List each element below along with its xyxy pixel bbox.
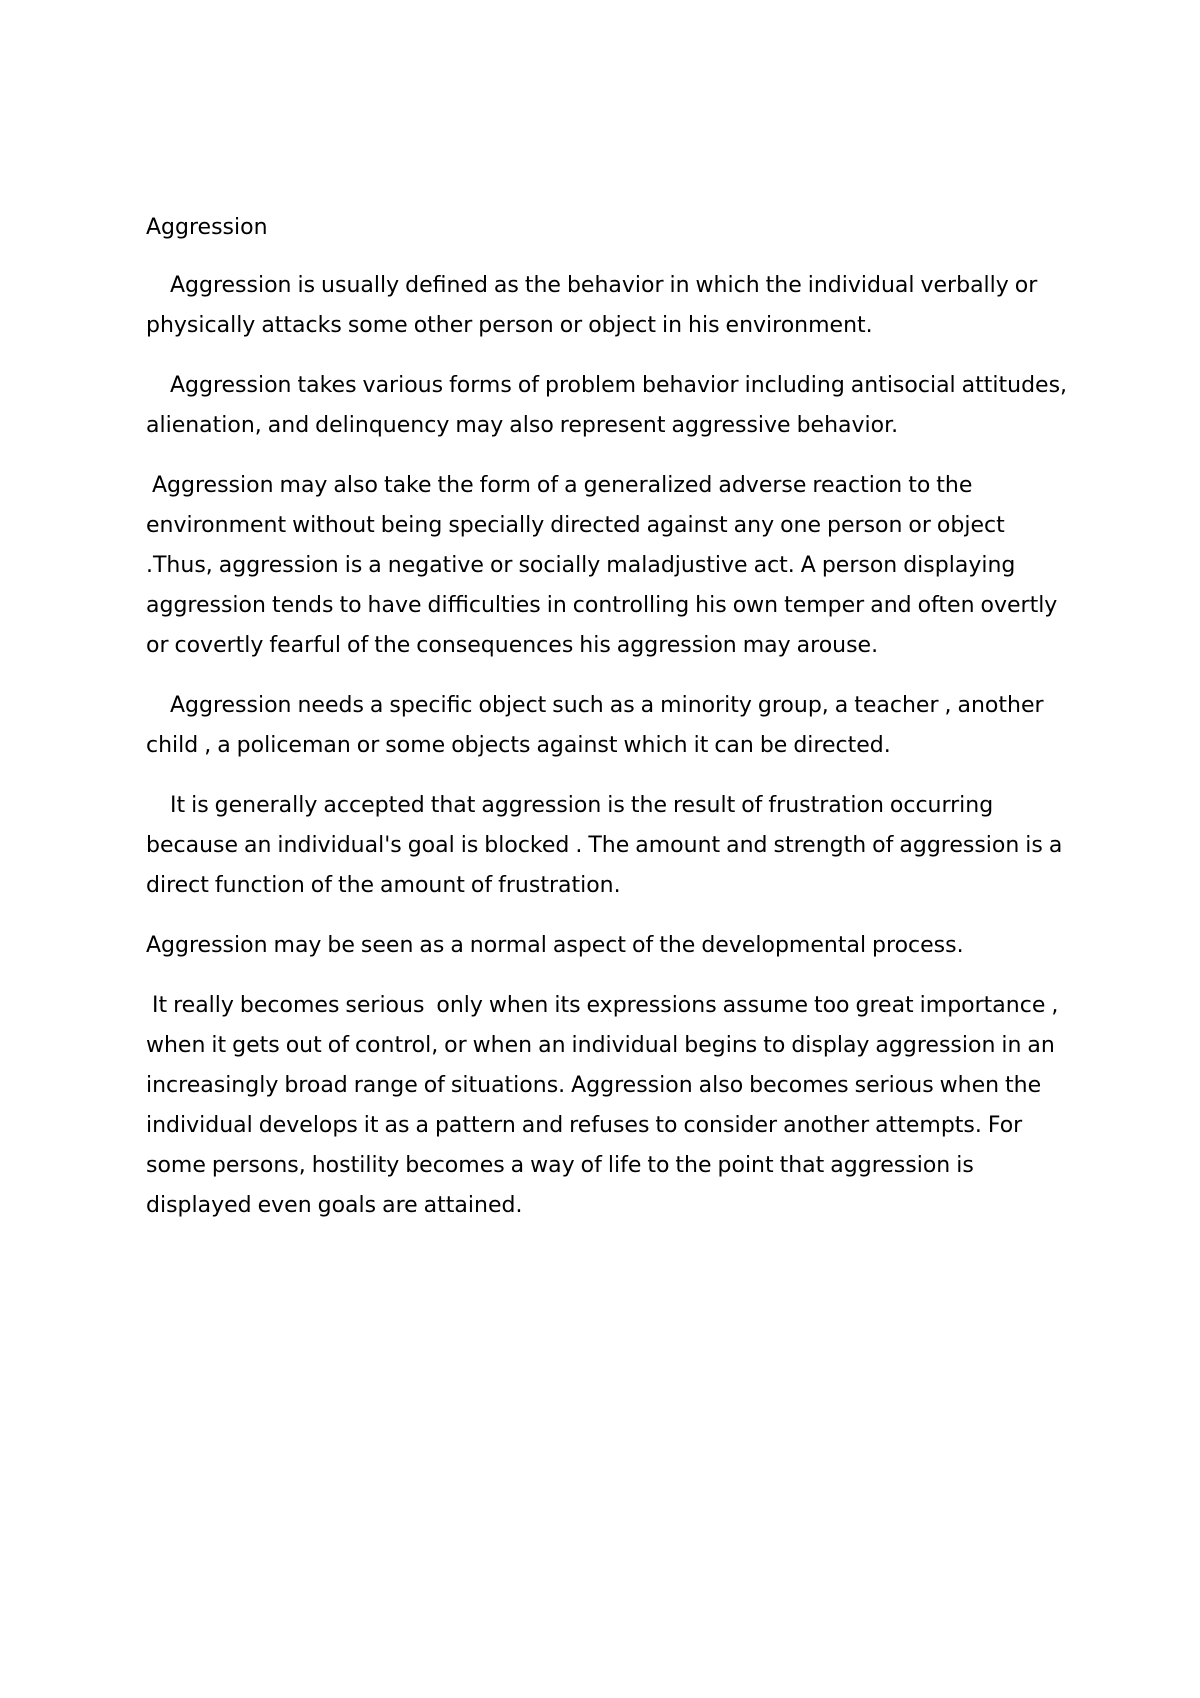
document-title: Aggression bbox=[146, 215, 268, 240]
paragraph-specific-object: Aggression needs a specific object such as a minority group, a teacher , another child , a policeman or some objects against which it can be directed. bbox=[146, 693, 1050, 758]
paragraph-generalized-reaction: Aggression may also take the form of a generalized adverse reaction to the environment without being specially directed against any one person or object .Thus, aggression is a negative or socially maladjustive act. A person displaying aggression tends to have difficulties in controlling his own temper and often overtly or covertly fearful of the consequences his aggression may arouse. bbox=[146, 473, 1064, 658]
paragraph-forms: Aggression takes various forms of problem behavior including antisocial attitudes, alienation, and delinquency may also represent aggressive behavior. bbox=[146, 373, 1074, 438]
paragraph-serious: It really becomes serious only when its expressions assume too great importance , when it gets out of control, or when an individual begins to display aggression in an increasingly broad range of situations. Aggression also becomes serious when the individual develops it as a pattern and refuses to consider another attempts. For some persons, hostility becomes a way of life to the point that aggression is displayed even goals are attained. bbox=[146, 993, 1065, 1218]
paragraph-definition: Aggression is usually defined as the behavior in which the individual verbally or physically attacks some other person or object in his environment. bbox=[146, 273, 1044, 338]
paragraph-normal-aspect: Aggression may be seen as a normal aspect of the developmental process. bbox=[146, 933, 964, 958]
paragraph-frustration: It is generally accepted that aggression is the result of frustration occurring because an individual's goal is blocked . The amount and strength of aggression is a direct function of the amount of frustration. bbox=[146, 793, 1069, 898]
document-body bbox=[146, 208, 1076, 1246]
